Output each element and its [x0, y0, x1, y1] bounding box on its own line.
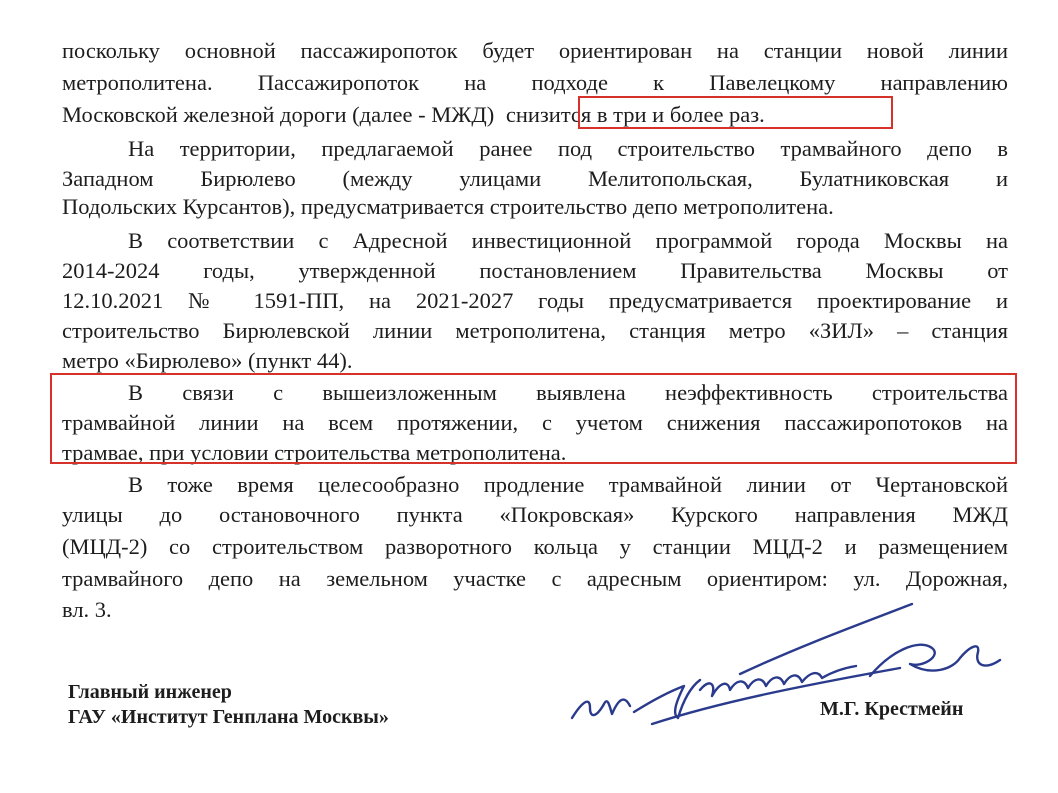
highlight-box-paragraph — [50, 373, 1017, 464]
paragraph-3-line-5: метро «Бирюлево» (пункт 44). — [62, 348, 353, 373]
paragraph-1-line-2: метрополитена. Пассажиропоток на подходе к Павелецкому направлению — [62, 70, 1008, 95]
paragraph-3-line-4: строительство Бирюлевской линии метрополитена, станция метро «ЗИЛ» – станция — [62, 318, 1008, 343]
paragraph-3-line-3: 12.10.2021 № 1591-ПП, на 2021-2027 годы предусматривается проектирование и — [62, 288, 1008, 313]
paragraph-2-line-3: Подольских Курсантов), предусматривается строительство депо метрополитена. — [62, 194, 834, 219]
signatory-organization: ГАУ «Институт Генплана Москвы» — [68, 706, 389, 728]
highlight-box-phrase — [578, 96, 893, 129]
paragraph-3-line-2: 2014-2024 годы, утвержденной постановлением Правительства Москвы от — [62, 258, 1008, 283]
paragraph-5-line-2: улицы до остановочного пункта «Покровская» Курского направления МЖД — [62, 502, 1008, 527]
paragraph-5-line-4: трамвайного депо на земельном участке с адресным ориентиром: ул. Дорожная, — [62, 566, 1008, 591]
paragraph-2-line-1: На территории, предлагаемой ранее под строительство трамвайного депо в — [128, 136, 1008, 161]
paragraph-4-line-2: трамвайной линии на всем протяжении, с учетом снижения пассажиропотоков на — [62, 410, 1008, 435]
signatory-position: Главный инженер — [68, 681, 232, 703]
highlighted-phrase: снизится в три и более раз. — [505, 102, 765, 127]
paragraph-5-line-1: В тоже время целесообразно продление трамвайной линии от Чертановской — [128, 472, 1008, 497]
signatory-name: М.Г. Крестмейн — [820, 698, 964, 720]
paragraph-3-line-1: В соответствии с Адресной инвестиционной программой города Москвы на — [128, 228, 1008, 253]
paragraph-5-line-3: (МЦД-2) со строительством разворотного кольца у станции МЦД-2 и размещением — [62, 534, 1008, 559]
paragraph-5-line-5: вл. 3. — [62, 597, 112, 622]
paragraph-1-line-3-text: Московской железной дороги (далее - МЖД) — [62, 102, 495, 127]
paragraph-1-line-1: поскольку основной пассажиропоток будет ориентирован на станции новой линии — [62, 38, 1008, 63]
paragraph-2-line-2: Западном Бирюлево (между улицами Мелитопольская, Булатниковская и — [62, 166, 1008, 191]
paragraph-4-line-3: трамвае, при условии строительства метрополитена. — [62, 440, 567, 465]
paragraph-4-line-1: В связи с вышеизложенным выявлена неэффективность строительства — [128, 380, 1008, 405]
